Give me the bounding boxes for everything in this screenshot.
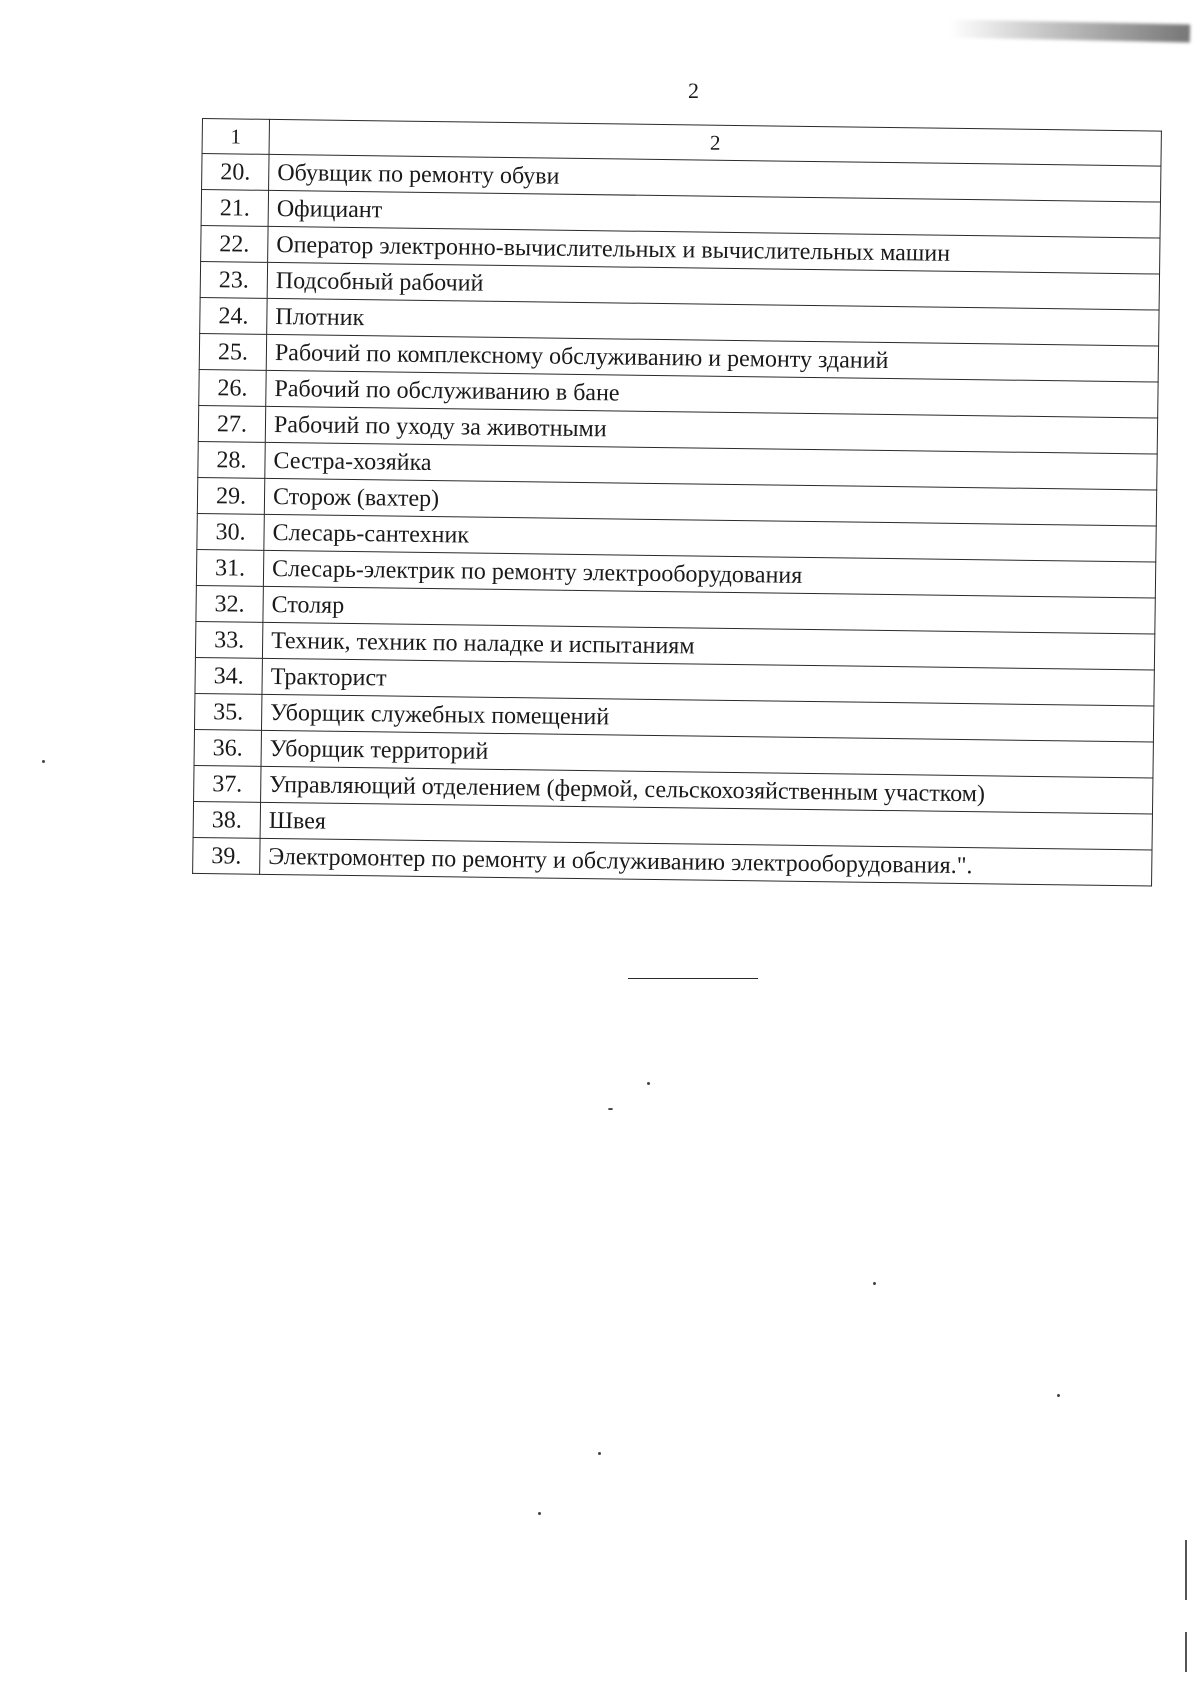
row-number: 28.: [198, 441, 265, 478]
profession-name: Оператор электронно-вычислительных и вычислительных машин: [268, 226, 1160, 274]
scan-speck: [42, 760, 45, 763]
profession-name: Уборщик территорий: [261, 730, 1153, 778]
profession-name: Тракторист: [262, 658, 1154, 706]
profession-name: Рабочий по обслуживанию в бане: [266, 370, 1158, 418]
scan-speck: [1057, 1394, 1060, 1397]
profession-name: Слесарь-электрик по ремонту электрооборудования: [263, 550, 1155, 598]
profession-name: Электромонтер по ремонту и обслуживанию электрооборудования.".: [260, 838, 1152, 886]
row-number: 35.: [194, 693, 261, 730]
scan-edge-mark: [1185, 1540, 1187, 1600]
row-number: 33.: [195, 621, 262, 658]
row-number: 22.: [201, 225, 268, 262]
row-number: 20.: [202, 154, 269, 191]
profession-name: Управляющий отделением (фермой, сельскохозяйственным участком): [261, 766, 1153, 814]
row-number: 24.: [200, 297, 267, 334]
profession-name: Плотник: [267, 298, 1159, 346]
row-number: 37.: [194, 765, 261, 802]
profession-name: Рабочий по уходу за животными: [265, 406, 1157, 454]
scan-speck: [873, 1282, 876, 1285]
scan-artifact: [950, 19, 1190, 42]
row-number: 32.: [196, 585, 263, 622]
end-divider: [628, 978, 758, 979]
profession-name: Обувщик по ремонту обуви: [269, 154, 1161, 202]
profession-name: Столяр: [263, 586, 1155, 634]
row-number: 25.: [199, 333, 266, 370]
profession-name: Подсобный рабочий: [267, 262, 1159, 310]
profession-name: Слесарь-сантехник: [264, 514, 1156, 562]
profession-name: Сестра-хозяйка: [265, 442, 1157, 490]
profession-name: Уборщик служебных помещений: [261, 694, 1153, 742]
scan-edge-mark: [1185, 1632, 1187, 1672]
row-number: 31.: [196, 549, 263, 586]
page-number: 2: [688, 78, 699, 103]
header-column-2: 2: [269, 119, 1161, 166]
row-number: 26.: [199, 369, 266, 406]
profession-name: Рабочий по комплексному обслуживанию и ремонту зданий: [266, 334, 1158, 382]
profession-table: [192, 118, 1162, 887]
header-column-1: 1: [202, 119, 269, 155]
scan-speck: [538, 1512, 541, 1515]
scan-speck: [647, 1082, 650, 1085]
profession-name: Техник, техник по наладке и испытаниям: [262, 622, 1154, 670]
row-number: 27.: [198, 405, 265, 442]
scan-speck: [598, 1452, 601, 1455]
row-number: 30.: [197, 513, 264, 550]
row-number: 23.: [200, 261, 267, 298]
profession-name: Швея: [260, 802, 1152, 850]
row-number: 39.: [193, 837, 260, 874]
scan-speck: [608, 1108, 613, 1110]
profession-name: Сторож (вахтер): [264, 478, 1156, 526]
profession-name: Официант: [268, 190, 1160, 238]
row-number: 34.: [195, 657, 262, 694]
row-number: 29.: [197, 477, 264, 514]
row-number: 38.: [193, 801, 260, 838]
row-number: 36.: [194, 729, 261, 766]
row-number: 21.: [201, 190, 268, 227]
